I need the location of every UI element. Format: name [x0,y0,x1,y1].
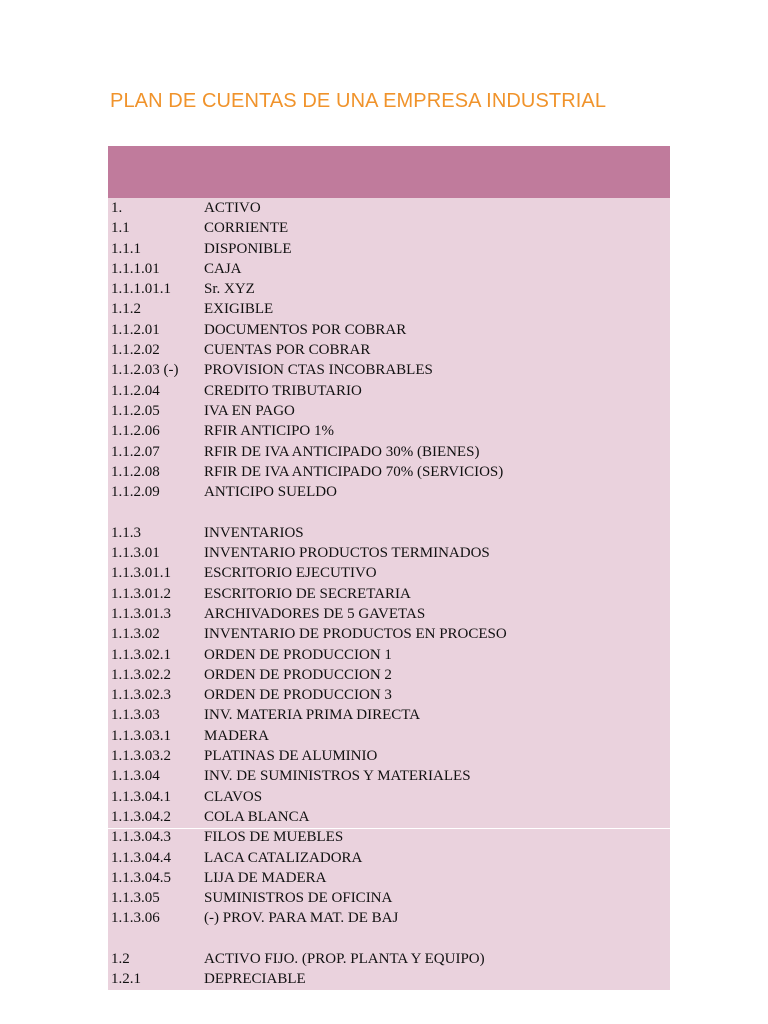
account-name: ORDEN DE PRODUCCION 3 [204,687,392,704]
account-code: 1.1.1 [111,240,141,257]
account-name: CLAVOS [204,788,263,805]
account-name: ANTICIPO SUELDO [204,484,337,501]
account-code: 1.2.1 [111,971,141,988]
account-name: DOCUMENTOS POR COBRAR [204,321,407,338]
account-name: (-) PROV. PARA MAT. DE BAJ [204,910,399,927]
account-row [111,726,666,746]
account-name: PLATINAS DE ALUMINIO [204,748,378,765]
account-name: SUMINISTROS DE OFICINA [204,890,393,907]
account-code: 1.1.3.03 [111,707,160,724]
account-code: 1.1.3.02 [111,626,160,643]
account-code: 1.1.3.01.1 [111,565,171,582]
account-name: DISPONIBLE [204,240,292,257]
account-name: ACTIVO [204,200,261,216]
table-header-band [108,146,670,198]
account-code: 1.1.2.07 [111,443,160,460]
account-row [111,218,666,238]
account-code: 1.1.1.01.1 [111,281,171,298]
account-name: PROVISION CTAS INCOBRABLES [204,362,433,379]
account-code: 1.2 [111,950,130,967]
account-name: INV. MATERIA PRIMA DIRECTA [204,707,421,724]
account-row [111,299,666,319]
account-row [111,929,666,949]
account-code: 1.1.3.04 [111,768,160,785]
account-name: ESCRITORIO DE SECRETARIA [204,585,411,602]
account-code: 1.1.1.01 [111,260,160,277]
account-row [111,360,666,380]
account-name: ORDEN DE PRODUCCION 2 [204,666,392,683]
account-name: EXIGIBLE [204,301,274,318]
account-name: RFIR ANTICIPO 1% [204,423,335,440]
account-row [111,908,666,928]
account-code: 1.1.2.08 [111,463,160,480]
account-code: 1.1.2.09 [111,484,160,501]
account-name: INV. DE SUMINISTROS Y MATERIALES [204,768,471,785]
account-code: 1.1.3.02.3 [111,687,171,704]
account-row [111,442,666,462]
account-code: 1.1.3.05 [111,890,160,907]
account-name: INVENTARIO PRODUCTOS TERMINADOS [204,545,490,562]
account-code: 1.1.3.02.1 [111,646,171,663]
account-row [111,604,666,624]
account-row [111,381,666,401]
account-row [111,259,666,279]
account-name: CUENTAS POR COBRAR [204,342,371,359]
account-row [111,421,666,441]
account-code: 1.1.3.04.5 [111,869,171,886]
account-row [111,645,666,665]
account-name: CREDITO TRIBUTARIO [204,382,362,399]
account-code: 1.1.3 [111,524,141,541]
account-row [111,787,666,807]
account-row [111,624,666,644]
account-name: Sr. XYZ [204,281,255,298]
account-name: FILOS DE MUEBLES [204,829,344,846]
account-row [111,746,666,766]
account-code: 1.1.3.04.4 [111,849,171,866]
account-name: INVENTARIO DE PRODUCTOS EN PROCESO [204,626,507,643]
account-code: 1.1.2.01 [111,321,160,338]
accounts-list [111,198,666,990]
account-name: DEPRECIABLE [204,971,306,988]
account-code: 1.1.2.06 [111,423,160,440]
account-row [111,239,666,259]
account-row [111,401,666,421]
account-code: 1. [111,200,123,216]
account-name: ARCHIVADORES DE 5 GAVETAS [204,605,426,622]
account-code: 1.1.2.05 [111,402,160,419]
account-code: 1.1.2.03 (-) [111,362,179,379]
account-code: 1.1.3.04.1 [111,788,171,805]
account-row [111,888,666,908]
account-row [111,502,666,522]
account-row [111,705,666,725]
document-title: PLAN DE CUENTAS DE UNA EMPRESA INDUSTRIAL [110,90,607,112]
account-name: ORDEN DE PRODUCCION 1 [204,646,392,663]
account-code: 1.1 [111,220,130,237]
account-code: 1.1.3.02.2 [111,666,171,683]
account-row [111,523,666,543]
account-row [111,949,666,969]
account-name: LACA CATALIZADORA [204,849,363,866]
account-row [111,807,666,827]
account-code [111,502,204,522]
account-row [111,685,666,705]
account-name [204,502,666,522]
account-name: LIJA DE MADERA [204,869,327,886]
account-row [111,584,666,604]
account-row [111,868,666,888]
account-row [111,543,666,563]
account-name: INVENTARIOS [204,524,304,541]
account-row [111,482,666,502]
account-code: 1.1.3.06 [111,910,160,927]
account-code: 1.1.3.01.2 [111,585,171,602]
account-code: 1.1.2.02 [111,342,160,359]
account-code: 1.1.3.03.2 [111,748,171,765]
account-row [111,462,666,482]
account-name: MADERA [204,727,270,744]
account-row [111,198,666,218]
account-code [111,929,204,949]
account-row [111,969,666,989]
account-code: 1.1.3.04.2 [111,808,171,825]
account-name: COLA BLANCA [204,808,310,825]
account-name: IVA EN PAGO [204,402,295,419]
account-row [111,563,666,583]
account-name [204,929,666,949]
account-name: CORRIENTE [204,220,289,237]
account-code: 1.1.3.03.1 [111,727,171,744]
account-row [111,848,666,868]
account-name: RFIR DE IVA ANTICIPADO 30% (BIENES) [204,443,480,460]
account-name: ESCRITORIO EJECUTIVO [204,565,377,582]
account-code: 1.1.3.01.3 [111,605,171,622]
account-name: RFIR DE IVA ANTICIPADO 70% (SERVICIOS) [204,463,504,480]
account-name: ACTIVO FIJO. (PROP. PLANTA Y EQUIPO) [204,950,485,967]
account-row [111,340,666,360]
account-row [111,827,666,847]
account-code: 1.1.3.01 [111,545,160,562]
account-name: CAJA [204,260,242,277]
account-row [111,279,666,299]
account-code: 1.1.3.04.3 [111,829,171,846]
account-row [111,766,666,786]
account-row [111,320,666,340]
account-code: 1.1.2.04 [111,382,160,399]
account-code: 1.1.2 [111,301,141,318]
account-row [111,665,666,685]
